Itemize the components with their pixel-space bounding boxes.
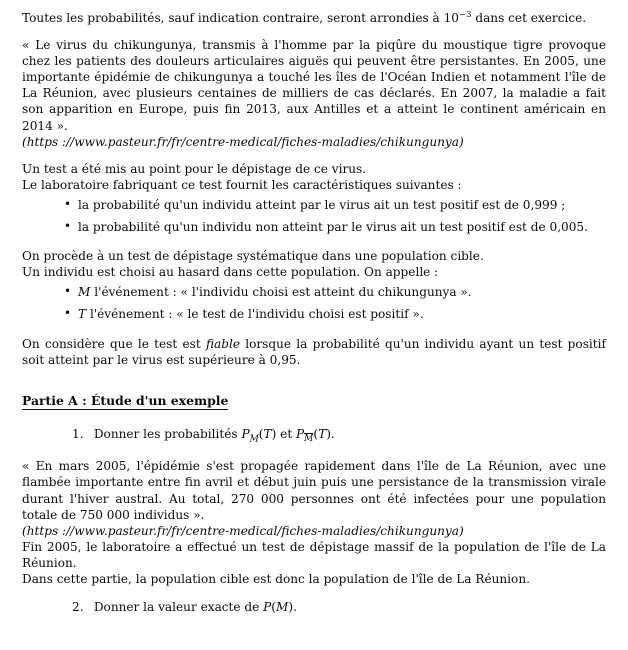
list-item (78, 285, 606, 301)
spacer (22, 241, 606, 248)
question-2-number: 2. (72, 600, 84, 614)
event-t-symbol: T (78, 307, 87, 322)
intro-paragraph (22, 10, 606, 26)
event-m-symbol: M (78, 285, 91, 300)
population-line-2: Un individu est choisi au hasard dans cette population. On appelle : (22, 265, 439, 280)
section-a-heading-wrap (22, 379, 606, 414)
source-url-1: (https ://www.pasteur.fr/fr/centre-medical/fiches-maladies/chikungunya) (22, 134, 464, 149)
intro-exponent: −3 (458, 10, 472, 20)
test-intro-line-1: Un test a été mis au point pour le dépistage de ce virus. (22, 161, 367, 176)
question-1-number: 1. (72, 427, 84, 441)
event-t-text: l'événement : « le test de l'individu choisi est positif ». (89, 307, 424, 322)
list-item (78, 307, 606, 323)
fiable-emphasis: fiable (205, 336, 240, 351)
section-title-partie-a: Partie A : Étude d'un exemple (22, 393, 229, 408)
quote-paragraph-2: « En mars 2005, l'épidémie s'est propagée rapidement dans l'île de La Réunion, avec une flambée importante entre fin avril et début juin puis une persistance de la transmission virale durant l'hiver austral. Au total, 270 000 personnes ont été infectées pour une population totale de 750 000 individus ». (22, 459, 606, 522)
test-characteristics-list (22, 198, 606, 235)
intro-text: Toutes les probabilités, sauf indication contraire, seront arrondies à 10 (22, 11, 459, 26)
population-line-1: On procède à un test de dépistage systématique dans une population cible. (22, 249, 484, 264)
list-item: • la probabilité qu'un individu atteint par le virus ait un test positif est de 0,999 ; (78, 198, 606, 214)
question-1: 1. Donner les probabilités $P_M(T)$ et $P_M(T)$. (72, 427, 335, 445)
intro-text-end: dans cet exercice. (471, 11, 587, 26)
quote-paragraph-1: « Le virus du chikungunya, transmis à l'homme par la piqûre du moustique tigre provoque chez les patients des douleurs articulaires aiguës qui peuvent être persistantes. En 2005, une importante épidémie de chikungunya a touché les îles de l'Océan Indien et notamment l'île de La Réunion, avec plusieurs centaines de milliers de cas déclarés. En 2007, la maladie a fait son apparition en Europe, puis fin 2013, aux Antilles et a atteint le continent américain en 2014 ». (22, 38, 606, 133)
spacer (22, 329, 606, 336)
list-item: • la probabilité qu'un individu non atteint par le virus ait un test positif est de 0,005. (78, 220, 606, 236)
spacer (22, 446, 606, 458)
reliability-paragraph: On considère que le test est fiable lorsque la probabilité qu'un individu ayant un test positif soit atteint par le virus est supérieure à 0,95. (22, 336, 606, 367)
reunion-line-2: Dans cette partie, la population cible est donc la population de l'île de La Réunion. (22, 571, 530, 586)
source-url-2: (https ://www.pasteur.fr/fr/centre-medical/fiches-maladies/chikungunya) (22, 523, 464, 538)
events-list (22, 285, 606, 322)
test-intro-line-2: Le laboratoire fabriquant ce test fournit les caractéristiques suivantes : (22, 177, 462, 192)
event-m-text: l'événement : « l'individu choisi est atteint du chikungunya ». (94, 285, 472, 300)
reunion-line-1: Fin 2005, le laboratoire a effectué un test de dépistage massif de la population de l'île de La Réunion. (22, 539, 606, 570)
question-2: 2. Donner la valeur exacte de P(M). (72, 600, 297, 614)
